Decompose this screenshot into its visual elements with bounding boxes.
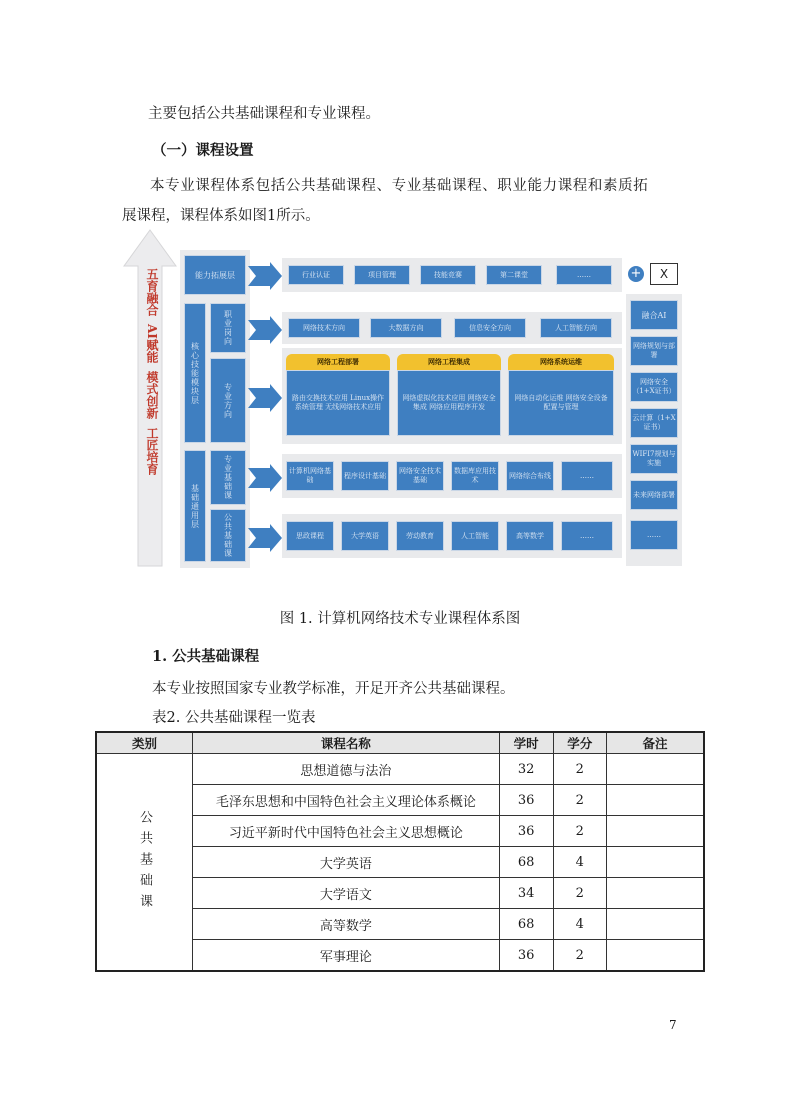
row2-item: 大数据方向 [370, 318, 442, 338]
row1-item: 项目管理 [354, 265, 410, 285]
right-item: …… [630, 520, 678, 550]
course-note [606, 940, 704, 972]
course-credits: 4 [553, 847, 606, 878]
row2-item: 网络技术方向 [288, 318, 360, 338]
right-item: 云计算（1+X证书） [630, 408, 678, 438]
row4-item: …… [561, 461, 613, 491]
course-hours: 34 [499, 878, 553, 909]
row3-header: 网络系统运维 [508, 354, 614, 370]
course-credits: 2 [553, 816, 606, 847]
category-text: 公共基础课 [137, 809, 152, 915]
table-header-row [96, 732, 704, 754]
arrow-text-2: AI赋能 [145, 324, 159, 363]
course-credits: 2 [553, 940, 606, 972]
course-name: 毛泽东思想和中国特色社会主义理论体系概论 [193, 785, 500, 816]
course-name: 思想道德与法治 [193, 754, 500, 785]
right-item: WIFI7规划与实施 [630, 444, 678, 474]
figure-caption: 图 1. 计算机网络技术专业课程体系图 [279, 611, 521, 627]
right-arrow-icon [248, 524, 284, 552]
row5-item: …… [561, 521, 613, 551]
row3-header: 网络工程部署 [286, 354, 390, 370]
row4-item: 计算机网络基础 [286, 461, 334, 491]
sub-paragraph: 本专业按照国家专业教学标准，开足开齐公共基础课程。 [152, 681, 515, 697]
course-hours: 36 [499, 816, 553, 847]
category-cell [96, 754, 193, 972]
course-system-diagram [120, 228, 685, 568]
row4-item: 程序设计基础 [341, 461, 389, 491]
right-item: 网络安全（1+X证书） [630, 372, 678, 402]
row4-item: 网络安全技术基础 [396, 461, 444, 491]
arrow-text-4: 工匠培育 [145, 426, 159, 475]
x-button[interactable]: X [650, 263, 678, 285]
right-item: 未来网络部署 [630, 480, 678, 510]
row4-item: 网络综合布线 [506, 461, 554, 491]
course-hours: 32 [499, 754, 553, 785]
layer-career: 职业岗向 [210, 303, 246, 353]
subheading: 1. 公共基础课程 [152, 648, 260, 665]
header-course-name: 课程名称 [193, 732, 500, 754]
row3-body: 网络虚拟化技术应用 网络安全集成 网络应用程序开发 [397, 370, 501, 436]
row2-item: 人工智能方向 [540, 318, 612, 338]
layer-base: 基础通用层 [184, 450, 206, 562]
right-item: 融合AI [630, 300, 678, 330]
row3-body: 网络自动化运维 网络安全设备配置与管理 [508, 370, 614, 436]
course-name: 军事理论 [193, 940, 500, 972]
plus-icon: + [628, 266, 644, 282]
header-category: 类别 [96, 732, 193, 754]
course-credits: 2 [553, 878, 606, 909]
intro-line: 主要包括公共基础课程和专业课程。 [148, 106, 380, 122]
row3-body: 路由交换技术应用 Linux操作系统管理 无线网络技术应用 [286, 370, 390, 436]
course-name: 大学语文 [193, 878, 500, 909]
row5-item: 劳动教育 [396, 521, 444, 551]
table-row [96, 754, 704, 785]
layer-specialty: 专业方向 [210, 358, 246, 443]
page-number: 7 [669, 1018, 677, 1032]
course-credits: 2 [553, 754, 606, 785]
course-note [606, 785, 704, 816]
row5-item: 高等数学 [506, 521, 554, 551]
row5-item: 大学英语 [341, 521, 389, 551]
layer-prof-base: 专业基础课 [210, 450, 246, 505]
right-arrow-icon [248, 316, 284, 344]
paragraph-line-2: 展课程，课程体系如图1所示。 [122, 208, 320, 224]
paragraph-line-1: 本专业课程体系包括公共基础课程、专业基础课程、职业能力课程和素质拓 [150, 178, 649, 194]
row1-item: 行业认证 [288, 265, 344, 285]
row3-header: 网络工程集成 [397, 354, 501, 370]
header-credits: 学分 [553, 732, 606, 754]
course-hours: 36 [499, 785, 553, 816]
row5-item: 思政课程 [286, 521, 334, 551]
right-arrow-icon [248, 262, 284, 290]
table-caption: 表2. 公共基础课程一览表 [152, 710, 316, 726]
layer-public-base: 公共基础课 [210, 509, 246, 562]
course-hours: 68 [499, 909, 553, 940]
header-hours: 学时 [499, 732, 553, 754]
course-name: 高等数学 [193, 909, 500, 940]
course-name: 习近平新时代中国特色社会主义思想概论 [193, 816, 500, 847]
layer-ability: 能力拓展层 [184, 255, 246, 295]
course-credits: 4 [553, 909, 606, 940]
course-credits: 2 [553, 785, 606, 816]
right-item: 网络规划与部署 [630, 336, 678, 366]
row5-item: 人工智能 [451, 521, 499, 551]
arrow-text-3: 模式创新 [145, 370, 159, 419]
course-note [606, 909, 704, 940]
course-note [606, 816, 704, 847]
row4-item: 数据库应用技术 [451, 461, 499, 491]
row1-item: 技能竞赛 [420, 265, 476, 285]
course-note [606, 878, 704, 909]
course-note [606, 754, 704, 785]
section-heading: （一）课程设置 [152, 142, 254, 159]
left-arrow-text [140, 268, 164, 475]
course-name: 大学英语 [193, 847, 500, 878]
right-arrow-icon [248, 464, 284, 492]
course-hours: 68 [499, 847, 553, 878]
row2-item: 信息安全方向 [454, 318, 526, 338]
course-table [95, 731, 705, 972]
course-hours: 36 [499, 940, 553, 972]
row1-item: …… [556, 265, 612, 285]
header-note: 备注 [606, 732, 704, 754]
layer-core: 核心技能模块层 [184, 303, 206, 443]
row1-item: 第二课堂 [486, 265, 542, 285]
arrow-text-1: 五育融合 [145, 268, 159, 316]
course-note [606, 847, 704, 878]
right-arrow-icon [248, 384, 284, 412]
